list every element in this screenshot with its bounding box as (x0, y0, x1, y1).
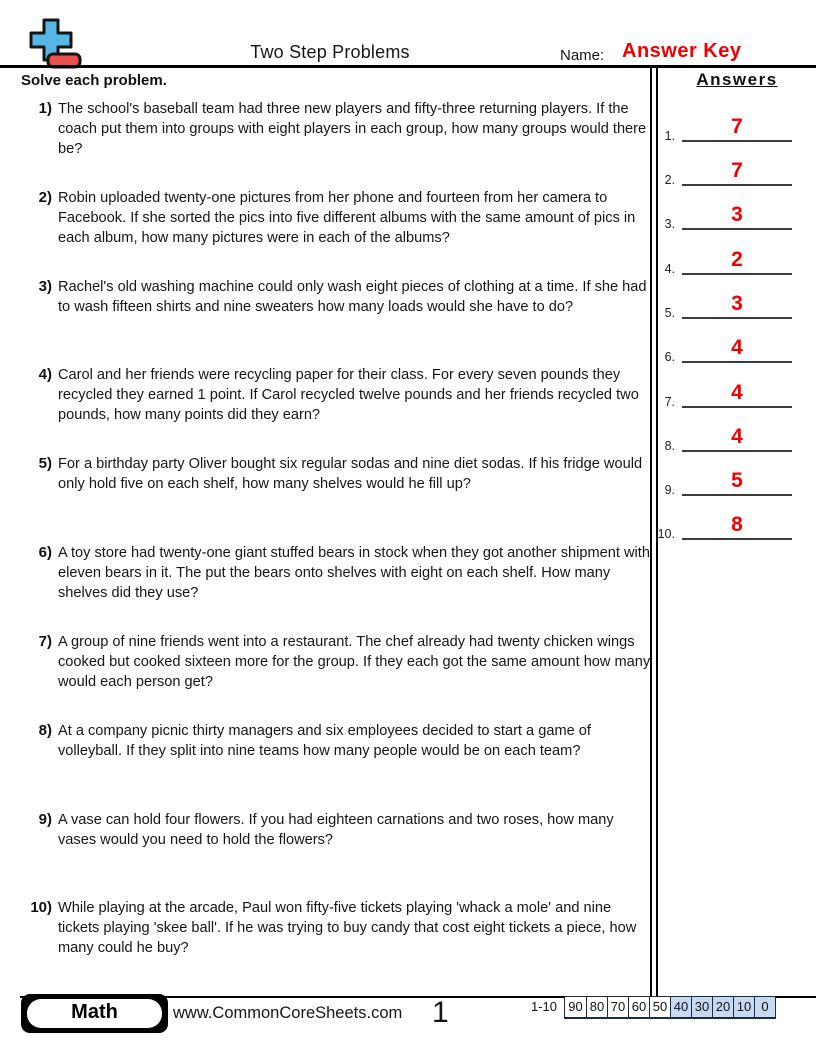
score-cell-70: 70 (607, 997, 628, 1017)
answer-row-8 (664, 420, 792, 453)
score-cell-40: 40 (670, 997, 691, 1017)
header-divider-line (0, 65, 816, 68)
problem-text: Robin uploaded twenty-one pictures from her phone and fourteen from her camera to Facebook. If she sorted the pics into five different albums with the same amount of pics in each album, how many pictures were in each of the albums? (58, 190, 636, 246)
problem-number: 6) (38, 544, 52, 561)
problem-5 (0, 455, 652, 495)
answer-value: 4 (731, 336, 743, 359)
problem-8 (0, 722, 652, 762)
problem-1 (0, 100, 652, 159)
page-title: Two Step Problems (250, 42, 410, 62)
problem-text: A toy store had twenty-one giant stuffed bears in stock when they got another shipment with eleven bears in it. The put the bears onto shelves with eight on each shelf. How many shelves did they use? (58, 545, 650, 601)
answer-value: 4 (731, 425, 743, 448)
problem-text: The school's baseball team had three new players and fifty-three returning players. If the coach put them into groups with eight players in each group, how many groups would there be? (58, 101, 647, 157)
problem-6 (0, 544, 652, 603)
answers-title: Answers (696, 70, 778, 89)
problem-9 (0, 811, 652, 851)
problem-number: 5) (38, 455, 52, 472)
score-cell-80: 80 (586, 997, 607, 1017)
score-table (531, 996, 776, 1019)
page-number: 1 (432, 996, 449, 1029)
problem-number: 4) (38, 366, 52, 383)
problem-7 (0, 633, 652, 692)
problem-number: 9) (38, 811, 52, 828)
problem-number: 2) (38, 189, 52, 206)
answer-row-7 (664, 376, 792, 409)
score-cell-20: 20 (712, 997, 733, 1017)
problem-text: Rachel's old washing machine could only wash eight pieces of clothing at a time. If she had to wash fifteen shirts and nine sweaters how many loads would she have to do? (58, 279, 647, 315)
subject-label: Math (27, 999, 162, 1028)
answer-number: 9. (664, 483, 675, 497)
answer-value: 3 (731, 203, 743, 226)
answer-value: 4 (731, 381, 743, 404)
problem-2 (0, 189, 652, 248)
answer-number: 3. (664, 217, 675, 231)
problem-number: 8) (38, 722, 52, 739)
problem-10 (0, 899, 652, 958)
answer-number: 2. (664, 173, 675, 187)
problem-number: 10) (30, 899, 52, 916)
answer-row-3 (664, 198, 792, 231)
answer-row-6 (664, 331, 792, 364)
subject-badge (21, 994, 168, 1033)
problem-number: 3) (38, 278, 52, 295)
problem-text: A group of nine friends went into a restaurant. The chef already had twenty chicken wings cooked but cooked sixteen more for the group. If they each got the same amount how many would each person get? (58, 634, 651, 690)
score-cell-50: 50 (649, 997, 670, 1017)
answer-row-10 (657, 508, 792, 541)
answer-number: 5. (664, 306, 675, 320)
score-cells (564, 996, 776, 1019)
answer-row-5 (664, 287, 792, 320)
score-range-label: 1-10 (531, 999, 558, 1014)
problem-text: A vase can hold four flowers. If you had eighteen carnations and two roses, how many vases would you need to hold the flowers? (58, 812, 614, 848)
answer-value: 7 (731, 159, 743, 182)
name-label: Name: (560, 47, 605, 64)
website-link[interactable]: www.CommonCoreSheets.com (173, 1004, 403, 1022)
answer-number: 6. (664, 350, 675, 364)
answer-row-2 (664, 154, 792, 187)
answer-value: 8 (731, 513, 743, 536)
score-cell-90: 90 (565, 997, 586, 1017)
answer-row-1 (664, 110, 792, 143)
answer-number: 7. (664, 395, 675, 409)
problem-number: 7) (38, 633, 52, 650)
name-value-answer-key: Answer Key (622, 40, 742, 62)
score-cell-10: 10 (733, 997, 754, 1017)
score-cell-0: 0 (754, 997, 775, 1017)
problem-text: For a birthday party Oliver bought six regular sodas and nine diet sodas. If his fridge would only hold five on each shelf, how many shelves would he fill up? (58, 456, 643, 492)
problem-3 (0, 278, 652, 318)
answer-value: 5 (731, 469, 743, 492)
answer-row-4 (664, 243, 792, 276)
answer-value: 3 (731, 292, 743, 315)
problem-4 (0, 366, 652, 425)
answer-number: 10. (657, 527, 675, 541)
problem-text: While playing at the arcade, Paul won fifty-five tickets playing 'whack a mole' and nine tickets playing 'skee ball'. If he was trying to buy candy that cost eight tickets a piece, how many could he buy? (58, 900, 637, 956)
answer-number: 1. (664, 129, 675, 143)
answer-value: 2 (731, 248, 743, 271)
answer-number: 4. (664, 262, 675, 276)
score-cell-60: 60 (628, 997, 649, 1017)
answer-value: 7 (731, 115, 743, 138)
answer-number: 8. (664, 439, 675, 453)
problem-text: Carol and her friends were recycling paper for their class. For every seven pounds they recycled they earned 1 point. If Carol recycled twelve pounds and her friends recycled two pounds, how many points did they earn? (58, 367, 639, 423)
problem-number: 1) (38, 100, 52, 117)
answer-row-9 (664, 464, 792, 497)
score-cell-30: 30 (691, 997, 712, 1017)
instruction-text: Solve each problem. (21, 72, 167, 89)
problem-text: At a company picnic thirty managers and six employees decided to start a game of volleyball. If they split into nine teams how many people would be on each team? (58, 723, 591, 759)
